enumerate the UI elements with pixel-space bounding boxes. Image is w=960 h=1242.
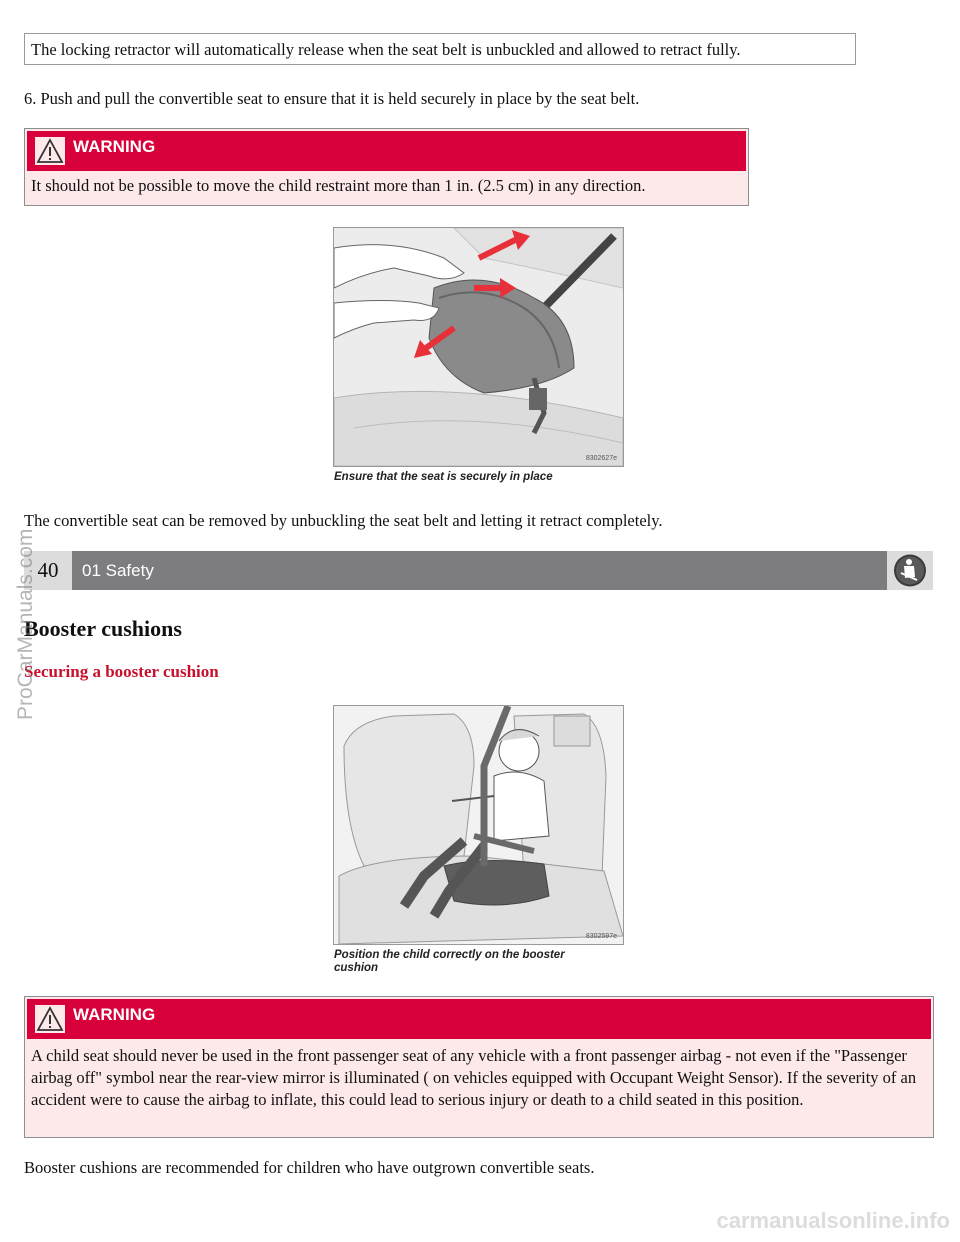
watermark-vertical: ProCarManuals.com	[14, 528, 37, 720]
section-title: 01 Safety	[82, 561, 154, 580]
retractor-note-text: The locking retractor will automatically release when the seat belt is unbuckled and allowed to retract fully.	[31, 40, 741, 59]
warning-box-movement	[24, 128, 749, 206]
closing-text: Booster cushions are recommended for children who have outgrown convertible seats.	[24, 1158, 595, 1177]
figure-caption: Position the child correctly on the booster cushion	[334, 949, 565, 974]
figure-code: 8302627e	[585, 455, 617, 462]
section-icon-container	[887, 551, 933, 590]
watermark-bottom: carmanualsonline.info	[716, 1208, 950, 1233]
retractor-note	[24, 33, 856, 65]
figure-code: 8302597e	[585, 933, 617, 940]
warning-header	[27, 999, 931, 1039]
warning-box-front-seat	[24, 996, 934, 1138]
section-subheading: Securing a booster cushion	[24, 662, 219, 681]
warning-label: WARNING	[73, 137, 156, 156]
convertible-seat-illustration	[334, 228, 623, 466]
figure-booster-image	[333, 705, 624, 945]
warning-header	[27, 131, 746, 171]
warning-text: It should not be possible to move the child restraint more than 1 in. (2.5 cm) in any direction.	[31, 176, 646, 195]
booster-cushion-illustration	[334, 706, 623, 944]
removal-text: The convertible seat can be removed by unbuckling the seat belt and letting it retract completely.	[24, 511, 663, 530]
page-number: 40	[24, 551, 72, 590]
child-seat-icon	[887, 551, 933, 590]
figure-seat-secure-image	[333, 227, 624, 467]
page-heading: Booster cushions	[24, 616, 182, 641]
warning-triangle-icon	[35, 1005, 65, 1033]
step-6-text: 6. Push and pull the convertible seat to ensure that it is held securely in place by the seat belt.	[24, 89, 640, 108]
warning-text: A child seat should never be used in the front passenger seat of any vehicle with a front passenger airbag - not even if the "Passenger airbag off" symbol near the rear-view mirror is illuminated ( on vehicles equipped with Occupant Weight Sensor). If the severity of an accident were to cause the airbag to inflate, this could lead to serious injury or death to a child seated in this position.	[31, 1046, 917, 1109]
warning-label: WARNING	[73, 1005, 156, 1024]
section-header-bar	[24, 551, 933, 590]
figure-caption: Ensure that the seat is securely in place	[334, 471, 553, 483]
warning-triangle-icon	[35, 137, 65, 165]
